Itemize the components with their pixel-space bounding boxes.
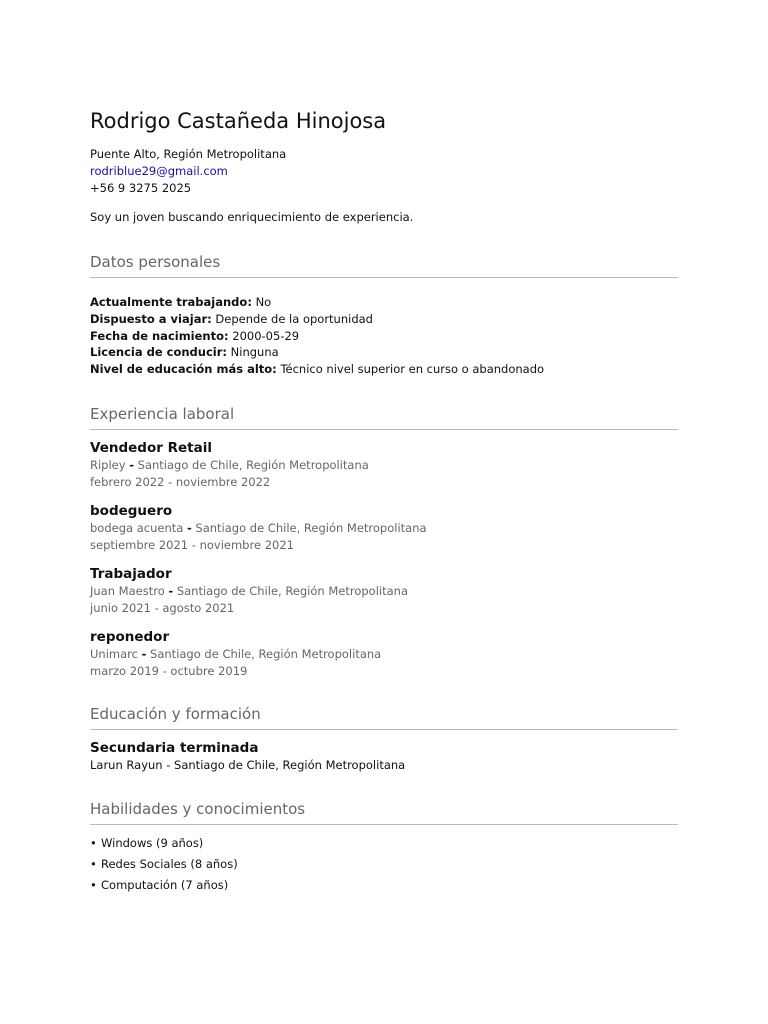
- detail-value: Ninguna: [230, 345, 279, 360]
- detail-value: Depende de la oportunidad: [215, 311, 373, 326]
- section-title-personal: Datos personales: [90, 251, 678, 278]
- detail-label: Licencia de conducir:: [90, 345, 227, 360]
- skills-list: [90, 833, 678, 896]
- detail-row: [90, 311, 678, 328]
- job-meta: [90, 583, 678, 600]
- job-separator: -: [168, 583, 174, 598]
- job-title: Trabajador: [90, 565, 172, 582]
- job-company: Unimarc: [90, 646, 138, 661]
- job-entry: [90, 565, 678, 617]
- job-company: Juan Maestro: [90, 583, 165, 598]
- education-degree: Secundaria terminada: [90, 739, 259, 756]
- skill-text: Windows (9 años): [101, 835, 204, 850]
- candidate-name: Rodrigo Castañeda Hinojosa: [90, 109, 387, 133]
- detail-row: [90, 344, 678, 361]
- skill-item: [90, 833, 678, 854]
- detail-value: No: [255, 295, 272, 309]
- detail-label: Actualmente trabajando:: [90, 295, 252, 309]
- detail-value: Técnico nivel superior en curso o abandonado: [280, 362, 545, 377]
- job-dates: junio 2021 - agosto 2021: [90, 600, 235, 615]
- education-meta: Larun Rayun - Santiago de Chile, Región Metropolitana: [90, 757, 406, 772]
- phone-text: +56 9 3275 2025: [90, 181, 192, 195]
- email-link[interactable]: rodriblue29@gmail.com: [90, 164, 228, 178]
- detail-label: Fecha de nacimiento:: [90, 328, 229, 343]
- bullet-icon: •: [90, 835, 97, 850]
- job-separator: -: [186, 520, 192, 535]
- job-entry: [90, 628, 678, 680]
- job-company: Ripley: [90, 457, 126, 472]
- bullet-icon: •: [90, 877, 97, 892]
- job-title: Vendedor Retail: [90, 439, 212, 456]
- job-dates: septiembre 2021 - noviembre 2021: [90, 537, 294, 552]
- job-title: bodeguero: [90, 502, 173, 519]
- job-separator: -: [141, 646, 147, 661]
- detail-label: Nivel de educación más alto:: [90, 362, 277, 377]
- resume-content: [90, 106, 678, 896]
- bullet-icon: •: [90, 856, 97, 871]
- job-title: reponedor: [90, 628, 170, 645]
- job-location: Santiago de Chile, Región Metropolitana: [176, 583, 408, 598]
- job-entry: [90, 439, 678, 491]
- job-meta: [90, 646, 678, 663]
- detail-row: [90, 361, 678, 378]
- skill-text: Redes Sociales (8 años): [101, 856, 238, 871]
- summary-text: Soy un joven buscando enriquecimiento de experiencia.: [90, 210, 414, 224]
- skill-text: Computación (7 años): [101, 877, 229, 892]
- skill-item: [90, 875, 678, 896]
- job-company: bodega acuenta: [90, 520, 184, 535]
- job-dates: marzo 2019 - octubre 2019: [90, 663, 248, 678]
- section-title-skills: Habilidades y conocimientos: [90, 798, 678, 825]
- job-location: Santiago de Chile, Región Metropolitana: [195, 520, 427, 535]
- section-title-education: Educación y formación: [90, 703, 678, 730]
- job-dates: febrero 2022 - noviembre 2022: [90, 474, 271, 489]
- job-meta: [90, 457, 678, 474]
- job-location: Santiago de Chile, Región Metropolitana: [137, 457, 369, 472]
- detail-row: [90, 294, 678, 311]
- detail-label: Dispuesto a viajar:: [90, 311, 212, 326]
- job-location: Santiago de Chile, Región Metropolitana: [150, 646, 382, 661]
- detail-row: [90, 328, 678, 345]
- detail-value: 2000-05-29: [232, 328, 300, 343]
- section-title-experience: Experiencia laboral: [90, 403, 678, 430]
- job-separator: -: [129, 457, 134, 472]
- personal-details-list: [90, 294, 678, 378]
- job-meta: [90, 520, 678, 537]
- job-entry: [90, 502, 678, 554]
- skill-item: [90, 854, 678, 875]
- location-text: Puente Alto, Región Metropolitana: [90, 147, 287, 161]
